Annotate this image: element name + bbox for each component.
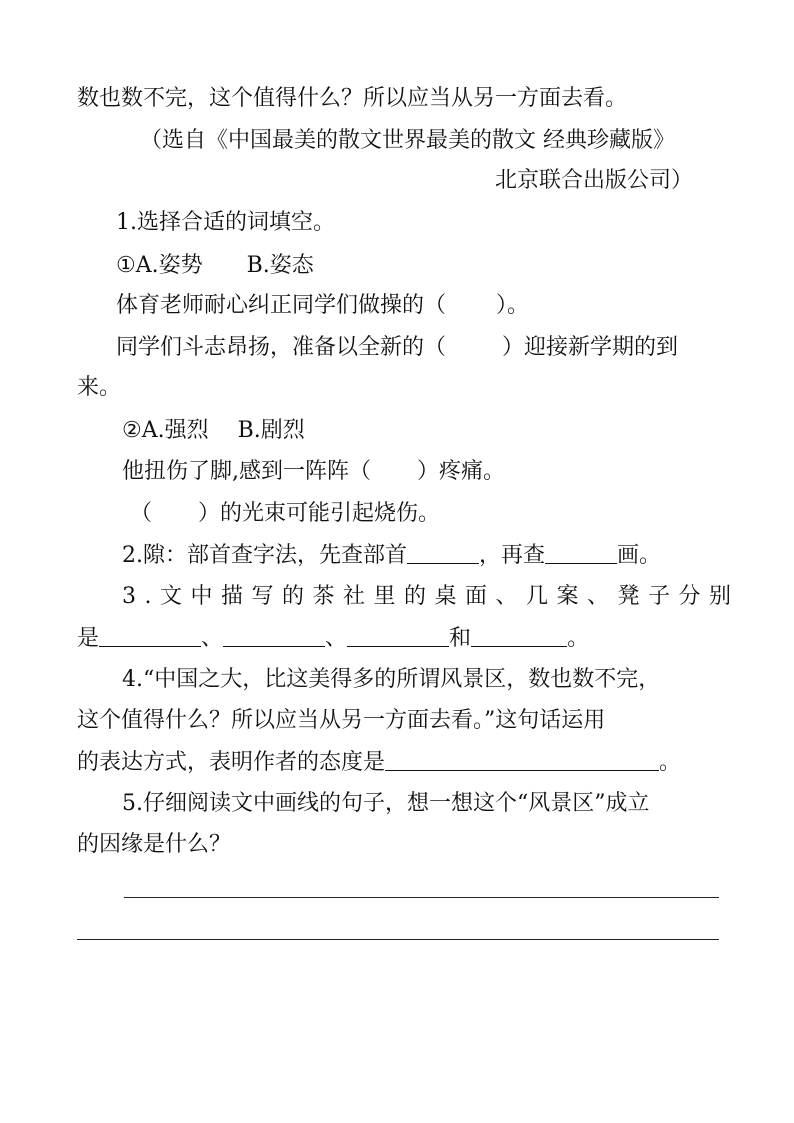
q4-line3 bbox=[77, 748, 719, 778]
q3-blank-1[interactable] bbox=[99, 626, 201, 647]
q2-radical-blank[interactable] bbox=[407, 543, 479, 564]
source-citation-line1 bbox=[140, 126, 720, 156]
q3-sep3: 和 bbox=[449, 626, 472, 651]
q3-blank-3[interactable] bbox=[347, 626, 449, 647]
q4-text-2: 这个值得什么？所以应当从另一方面去看。”这句话运用 bbox=[77, 708, 606, 733]
q1-s2-after: ）迎接新学期的到 bbox=[502, 335, 679, 360]
q1-s4-after: ）的光束可能引起烧伤。 bbox=[198, 501, 441, 526]
q1-group1-options bbox=[116, 251, 716, 281]
q2-part3: 画。 bbox=[617, 543, 662, 568]
q1-s3-before: 他扭伤了脚,感到一阵阵（ bbox=[122, 459, 371, 484]
answer-line-2[interactable] bbox=[77, 939, 719, 940]
q1-s4-before: （ bbox=[130, 501, 153, 526]
source-text-2: 北京联合出版公司） bbox=[495, 168, 694, 193]
q1-sentence-3 bbox=[122, 457, 722, 487]
q1-s1-after: ）。 bbox=[496, 293, 530, 318]
q5-line2 bbox=[77, 830, 719, 860]
q1-s3-after: ）疼痛。 bbox=[417, 459, 506, 484]
q2-line bbox=[122, 541, 722, 571]
q5-text-2: 的因缘是什么？ bbox=[77, 832, 232, 857]
q1-sentence-4 bbox=[130, 499, 720, 529]
q5-line1 bbox=[122, 789, 720, 819]
answer-line-1[interactable] bbox=[124, 897, 719, 898]
q3-text-1: 3.文中描写的茶社里的桌面、几案、凳子分别 bbox=[122, 584, 740, 609]
q1-s1-before: 体育老师耐心纠正同学们做操的（ bbox=[116, 293, 447, 318]
q1-s2-cont: 来。 bbox=[77, 375, 122, 400]
q3-sep2: 、 bbox=[325, 626, 348, 651]
q1-sentence-2-continued bbox=[77, 373, 719, 403]
q4-text-1: 4.“中国之大，比这美得多的所谓风景区，数也数不完， bbox=[122, 667, 661, 692]
q4-attitude-blank[interactable] bbox=[385, 750, 659, 771]
q3-line1 bbox=[122, 582, 740, 612]
q3-sep1: 、 bbox=[201, 626, 224, 651]
q2-strokes-blank[interactable] bbox=[545, 543, 617, 564]
q2-part1: 2.隙：部首查字法，先查部首 bbox=[122, 543, 407, 568]
q4-end: 。 bbox=[659, 750, 682, 775]
q1-options-text-1: ①A.姿势 B.姿态 bbox=[116, 253, 314, 278]
q5-text-1: 5.仔细阅读文中画线的句子，想一想这个“风景区”成立 bbox=[122, 791, 650, 816]
q3-line2 bbox=[77, 624, 719, 654]
passage-text: 数也数不完，这个值得什么？所以应当从另一方面去看。 bbox=[77, 86, 628, 111]
q1-options-text-2: ②A.强烈 B.剧烈 bbox=[122, 418, 305, 443]
source-citation-line2 bbox=[495, 166, 720, 196]
q4-text-3: 的表达方式，表明作者的态度是 bbox=[77, 750, 386, 775]
q3-start: 是 bbox=[77, 626, 100, 651]
q1-title-text: 1.选择合适的词填空。 bbox=[116, 210, 335, 235]
q1-title bbox=[116, 208, 716, 238]
q4-line2 bbox=[77, 706, 719, 736]
q1-sentence-2 bbox=[116, 333, 720, 363]
q1-sentence-1 bbox=[116, 291, 716, 321]
q3-blank-4[interactable] bbox=[471, 626, 567, 647]
q3-blank-2[interactable] bbox=[223, 626, 325, 647]
passage-last-line bbox=[77, 84, 719, 114]
q1-s2-before: 同学们斗志昂扬，准备以全新的（ bbox=[116, 335, 447, 360]
source-text-1: （选自《中国最美的散文世界最美的散文 经典珍藏版》 bbox=[140, 128, 675, 153]
q1-group2-options bbox=[122, 416, 722, 446]
q4-line1 bbox=[122, 665, 720, 695]
q3-end: 。 bbox=[567, 626, 590, 651]
q2-part2: ，再查 bbox=[479, 543, 546, 568]
